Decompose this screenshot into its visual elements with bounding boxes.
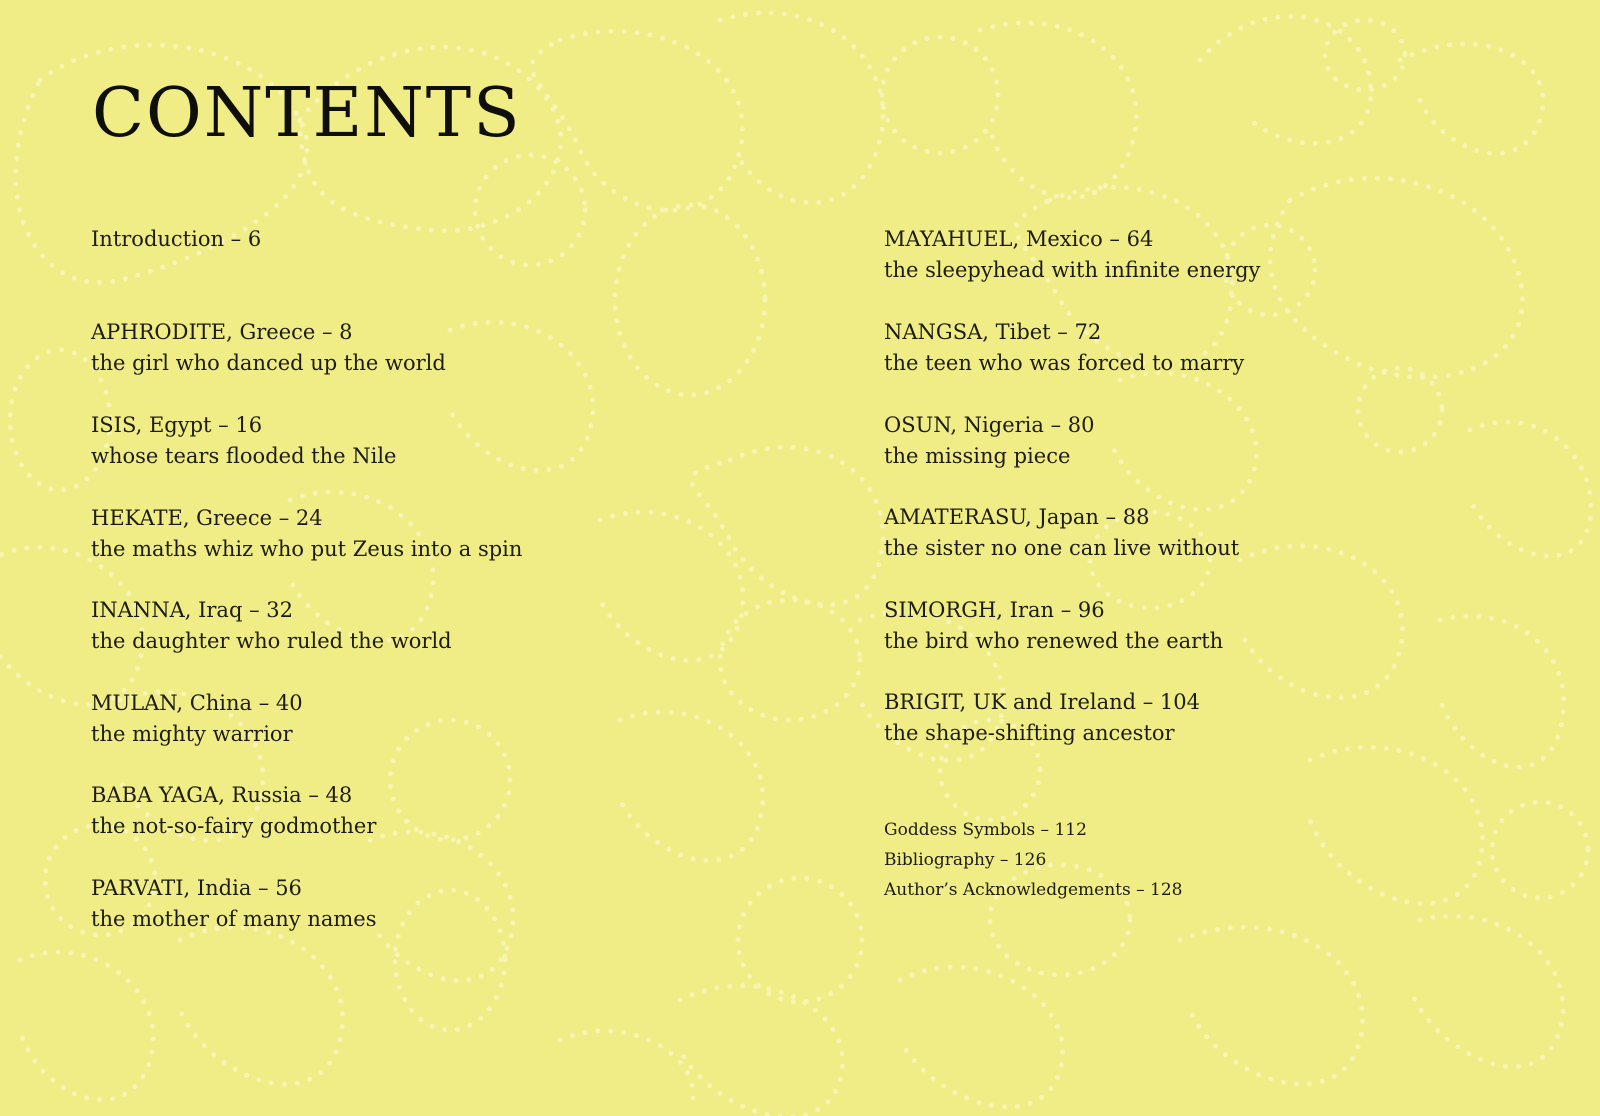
toc-entry-subtitle: the mother of many names: [91, 907, 377, 931]
toc-entry-title: NANGSA, Tibet – 72: [884, 320, 1102, 344]
toc-entry-inanna[interactable]: [91, 595, 452, 657]
toc-entry-subtitle: the not-so-fairy godmother: [91, 814, 377, 838]
toc-entry-subtitle: the shape-shifting ancestor: [884, 721, 1175, 745]
toc-entry-introduction[interactable]: [91, 224, 261, 255]
toc-entry-nangsa[interactable]: [884, 317, 1244, 379]
toc-entry-subtitle: the daughter who ruled the world: [91, 629, 452, 653]
toc-entry-title: APHRODITE, Greece – 8: [91, 320, 353, 344]
toc-entry-title: OSUN, Nigeria – 80: [884, 413, 1095, 437]
toc-entry-osun[interactable]: [884, 410, 1095, 472]
toc-entry-title: BABA YAGA, Russia – 48: [91, 783, 353, 807]
toc-entry-bibliography[interactable]: Bibliography – 126: [884, 850, 1047, 870]
toc-entry-title: PARVATI, India – 56: [91, 876, 302, 900]
toc-entry-brigit[interactable]: [884, 687, 1200, 749]
toc-entry-title: MULAN, China – 40: [91, 691, 303, 715]
toc-entry-title: MAYAHUEL, Mexico – 64: [884, 227, 1154, 251]
toc-entry-isis[interactable]: [91, 410, 396, 472]
toc-entry-subtitle: the teen who was forced to marry: [884, 351, 1245, 375]
toc-entry-subtitle: the maths whiz who put Zeus into a spin: [91, 537, 523, 561]
toc-entry-simorgh[interactable]: [884, 595, 1223, 657]
toc-entry-subtitle: whose tears flooded the Nile: [91, 444, 397, 468]
toc-entry-parvati[interactable]: [91, 873, 376, 935]
toc-entry-aphrodite[interactable]: [91, 317, 446, 379]
back-matter-list: [884, 815, 1183, 905]
toc-entry-subtitle: the missing piece: [884, 444, 1071, 468]
toc-entry-hekate[interactable]: [91, 503, 522, 565]
toc-entry-title: BRIGIT, UK and Ireland – 104: [884, 690, 1201, 714]
toc-entry-title: SIMORGH, Iran – 96: [884, 598, 1105, 622]
toc-entry-title: HEKATE, Greece – 24: [91, 506, 323, 530]
toc-entry-subtitle: the girl who danced up the world: [91, 351, 446, 375]
toc-entry-subtitle: the sleepyhead with infinite energy: [884, 258, 1261, 282]
toc-entry-subtitle: the bird who renewed the earth: [884, 629, 1224, 653]
toc-entry-title: INANNA, Iraq – 32: [91, 598, 293, 622]
page-title: CONTENTS: [92, 74, 522, 153]
toc-entry-subtitle: the mighty warrior: [91, 722, 293, 746]
toc-entry-goddess-symbols[interactable]: Goddess Symbols – 112: [884, 820, 1087, 840]
toc-entry-title: AMATERASU, Japan – 88: [884, 505, 1150, 529]
toc-entry-mulan[interactable]: [91, 688, 303, 750]
toc-entry-acknowledgements[interactable]: Author’s Acknowledgements – 128: [884, 880, 1183, 900]
toc-entry-title: Introduction – 6: [91, 227, 262, 251]
toc-entry-title: ISIS, Egypt – 16: [91, 413, 263, 437]
toc-entry-amaterasu[interactable]: [884, 502, 1239, 564]
toc-entry-subtitle: the sister no one can live without: [884, 536, 1240, 560]
toc-entry-mayahuel[interactable]: [884, 224, 1260, 286]
toc-entry-baba-yaga[interactable]: [91, 780, 376, 842]
